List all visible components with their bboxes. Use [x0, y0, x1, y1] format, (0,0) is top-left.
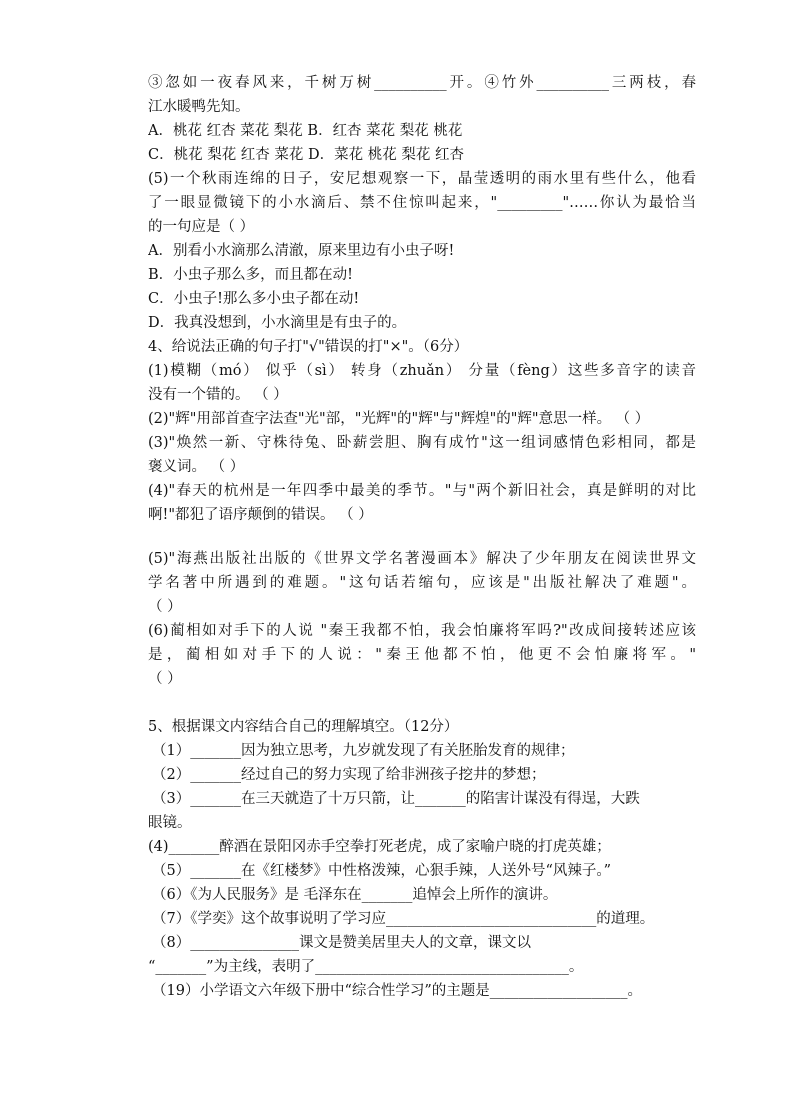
q5-8-line1: （8）_______________课文是赞美居里夫人的文章，课文以 [152, 935, 531, 951]
q3-5-option-c: C．小虫子!那么多小虫子都在动! [148, 291, 360, 307]
q3-3-line2: 江水暖鸭先知。 [148, 99, 250, 115]
q3-5-line3: 的一句应是（ ） [148, 219, 255, 235]
q5-3-line1: （3）_______在三天就造了十万只箭，让_______的陷害计谋没有得逞，大跌 [152, 791, 640, 807]
q4-2: (2)"辉"用部首查字法查"光"部，"光辉"的"辉"与"辉煌"的"辉"意思一样。 （ ） [148, 411, 650, 427]
q5-7: （7）《学奕》这个故事说明了学习应_____________________________的道理。 [152, 911, 655, 927]
q4-1-line1: (1)模糊（mó） 似乎（sì） 转身（zhuǎn） 分量（fèng）这些多音字的读音 [148, 363, 696, 379]
q3-5-line1: (5)一个秋雨连绵的日子，安尼想观察一下，晶莹透明的雨水里有些什么，他看 [148, 171, 696, 187]
q5-5: （5）_______在《红楼梦》中性格泼辣，心狠手辣，人送外号“风辣子。” [152, 863, 612, 879]
q5-6: （6）《为人民服务》是 毛泽东在_______追悼会上所作的演讲。 [152, 887, 558, 903]
q3-3-option-cd: C．桃花 梨花 红杏 菜花 D．菜花 桃花 梨花 红杏 [148, 147, 464, 163]
q4-5-line3: （ ） [148, 599, 182, 615]
q4-6-line3: （ ） [148, 671, 182, 687]
q4-4-line1: (4)"春天的杭州是一年四季中最美的季节。"与"两个新旧社会，真是鲜明的对比 [148, 483, 696, 499]
q5-3-line2: 眼镜。 [148, 815, 192, 831]
q4-5-line2: 学名著中所遇到的难题。"这句话若缩句，应该是"出版社解决了难题"。 [148, 575, 696, 591]
q4-1-line2: 没有一个错的。 （ ） [148, 387, 288, 403]
q5-heading: 5、根据课文内容结合自己的理解填空。（12分） [148, 719, 459, 735]
q5-2: （2）_______经过自己的努力实现了给非洲孩子挖井的梦想； [152, 767, 546, 783]
q5-8-line2: “_______”为主线，表明了___________________________________。 [148, 959, 584, 975]
q3-5-line2: 了一眼显微镜下的小水滴后、禁不住惊叫起来，"_________"……你认为最恰当 [148, 195, 696, 211]
q4-3-line1: (3)"焕然一新、守株待兔、卧薪尝胆、胸有成竹"这一组词感情色彩相同，都是 [148, 435, 696, 451]
q3-5-option-b: B．小虫子那么多，而且都在动! [148, 267, 353, 283]
q4-4-line2: 啊!"都犯了语序颠倒的错误。 （ ） [148, 507, 373, 523]
q3-5-option-d: D．我真没想到，小水滴里是有虫子的。 [148, 315, 407, 331]
q4-6-line1: (6)蔺相如对手下的人说 "秦王我都不怕，我会怕廉将军吗?"改成间接转述应该 [148, 623, 696, 639]
q4-3-line2: 褒义词。 （ ） [148, 459, 245, 475]
q4-5-line1: (5)"海燕出版社出版的《世界文学名著漫画本》解决了少年朋友在阅读世界文 [148, 551, 696, 567]
q3-3-option-ab: A．桃花 红杏 菜花 梨花 B．红杏 菜花 梨花 桃花 [148, 123, 463, 139]
q3-3-line1: ③忽如一夜春风来，千树万树__________开。④竹外__________三两枝，春 [148, 75, 696, 91]
q3-5-option-a: A．别看小水滴那么清澈，原来里边有小虫子呀! [148, 243, 455, 259]
q4-6-line2: 是，蔺相如对手下的人说："秦王他都不怕，他更不会怕廉将军。" [148, 647, 696, 663]
q4-heading: 4、给说法正确的句子打"√"错误的打"×"。（6分） [148, 339, 469, 355]
q5-1: （1）_______因为独立思考，九岁就发现了有关胚胎发育的规律； [152, 743, 575, 759]
q5-4: (4)_______醉酒在景阳冈赤手空拳打死老虎，成了家喻户晓的打虎英雄； [148, 839, 611, 855]
q5-19: （19）小学语文六年级下册中“综合性学习”的主题是___________________。 [152, 983, 643, 999]
